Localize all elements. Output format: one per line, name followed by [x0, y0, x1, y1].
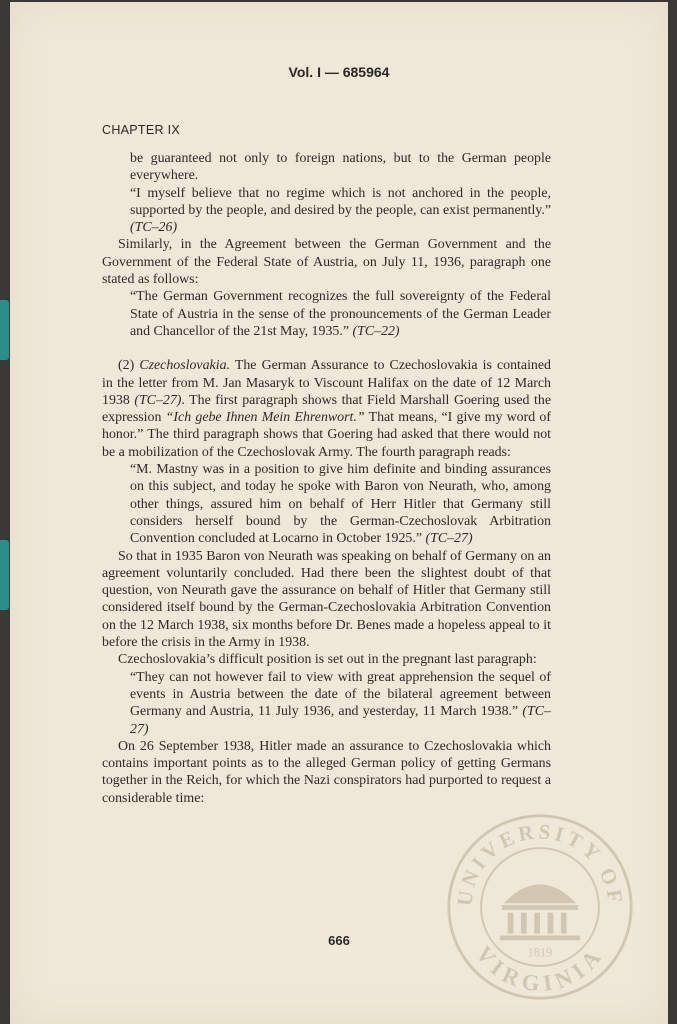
binder-tab: [0, 540, 9, 610]
page-number: 666: [328, 933, 350, 948]
rotunda-icon: [500, 884, 580, 940]
quote-paragraph: “I myself believe that no regime which is not anchored in the people, supported by the people, and desired by the people, can exist permanently.” (TC–26): [130, 185, 551, 236]
citation-ref: (TC–22): [352, 323, 400, 339]
paragraph: be guaranteed not only to foreign nations, but to the German people everywhere.: [130, 151, 551, 184]
binder-tab: [0, 300, 9, 360]
quote-paragraph: “M. Mastny was in a position to give him definite and binding assurances on this subject, and today he spoke with Baron von Neurath, who, among other things, assured him on behalf of Herr Hitler that Germany still considers herself bound by the German-Czechoslovak Arbitration Convention concluded at Locarno in October 1925.” (TC–27): [130, 462, 551, 547]
page-body: [102, 150, 551, 807]
chapter-heading: CHAPTER IX: [102, 123, 181, 137]
quote-paragraph: “They can not however fail to view with great apprehension the sequel of events in Austria between the date of the bilateral agreement between Germany and Austria, 11 July 1936, and yesterday, 11 March 1938.” (TC–27): [130, 669, 551, 737]
citation-ref: (TC–26): [130, 220, 178, 236]
seal-year: 1819: [527, 945, 553, 960]
paragraph: So that in 1935 Baron von Neurath was speaking on behalf of Germany on an agreement voluntarily concluded. Had there been the slightest doubt of that question, von Neurath gave the assurance on behalf of Hitler that Germany still considered itself bound by the German-Czechoslovakia Arbitration Convention on the 12 March 1938, six months before Dr. Benes made a hopeless appeal to it before the crisis in the Army in 1938.: [102, 548, 551, 651]
german-quote: “Ich gebe Ihnen Mein Ehrenwort.”: [165, 410, 365, 426]
seal-text-top: UNIVERSITY OF: [452, 819, 628, 908]
seal-text-bottom: VIRGINIA: [470, 941, 610, 997]
paragraph: Similarly, in the Agreement between the German Government and the Government of the Federal State of Austria, on July 11, 1936, paragraph one stated as follows:: [102, 237, 551, 288]
volume-header: Vol. I — 685964: [288, 64, 390, 80]
paragraph: On 26 September 1938, Hitler made an assurance to Czechoslovakia which contains important points as to the alleged German policy of getting Germans together in the Reich, for which the Nazi conspirators had purported to request a considerable time:: [102, 738, 551, 806]
citation-ref: (TC–27): [130, 704, 551, 737]
university-seal-watermark: [445, 812, 635, 1002]
citation-ref: (TC–27): [425, 531, 473, 547]
citation-ref: (TC–27): [134, 392, 182, 408]
paragraph: Czechoslovakia’s difficult position is set out in the pregnant last paragraph:: [118, 652, 537, 668]
section-title: Czechoslovakia.: [139, 358, 230, 374]
section-paragraph: (2) Czechoslovakia. The German Assurance to Czechoslovakia is contained in the letter from M. Jan Masaryk to Viscount Halifax on the date of 12 March 1938 (TC–27). The first paragraph shows that Field Marshall Goering used the expression “Ich gebe Ihnen Mein Ehrenwort.” That means, “I give my word of honor.” The third paragraph shows that Goering had asked that there would not be a mobilization of the Czechoslovak Army. The fourth paragraph reads:: [102, 358, 551, 460]
quote-paragraph: “The German Government recognizes the full sovereignty of the Federal State of Austria in the sense of the pronouncements of the German Leader and Chancellor of the 21st May, 1935.” (TC–22): [130, 289, 551, 339]
